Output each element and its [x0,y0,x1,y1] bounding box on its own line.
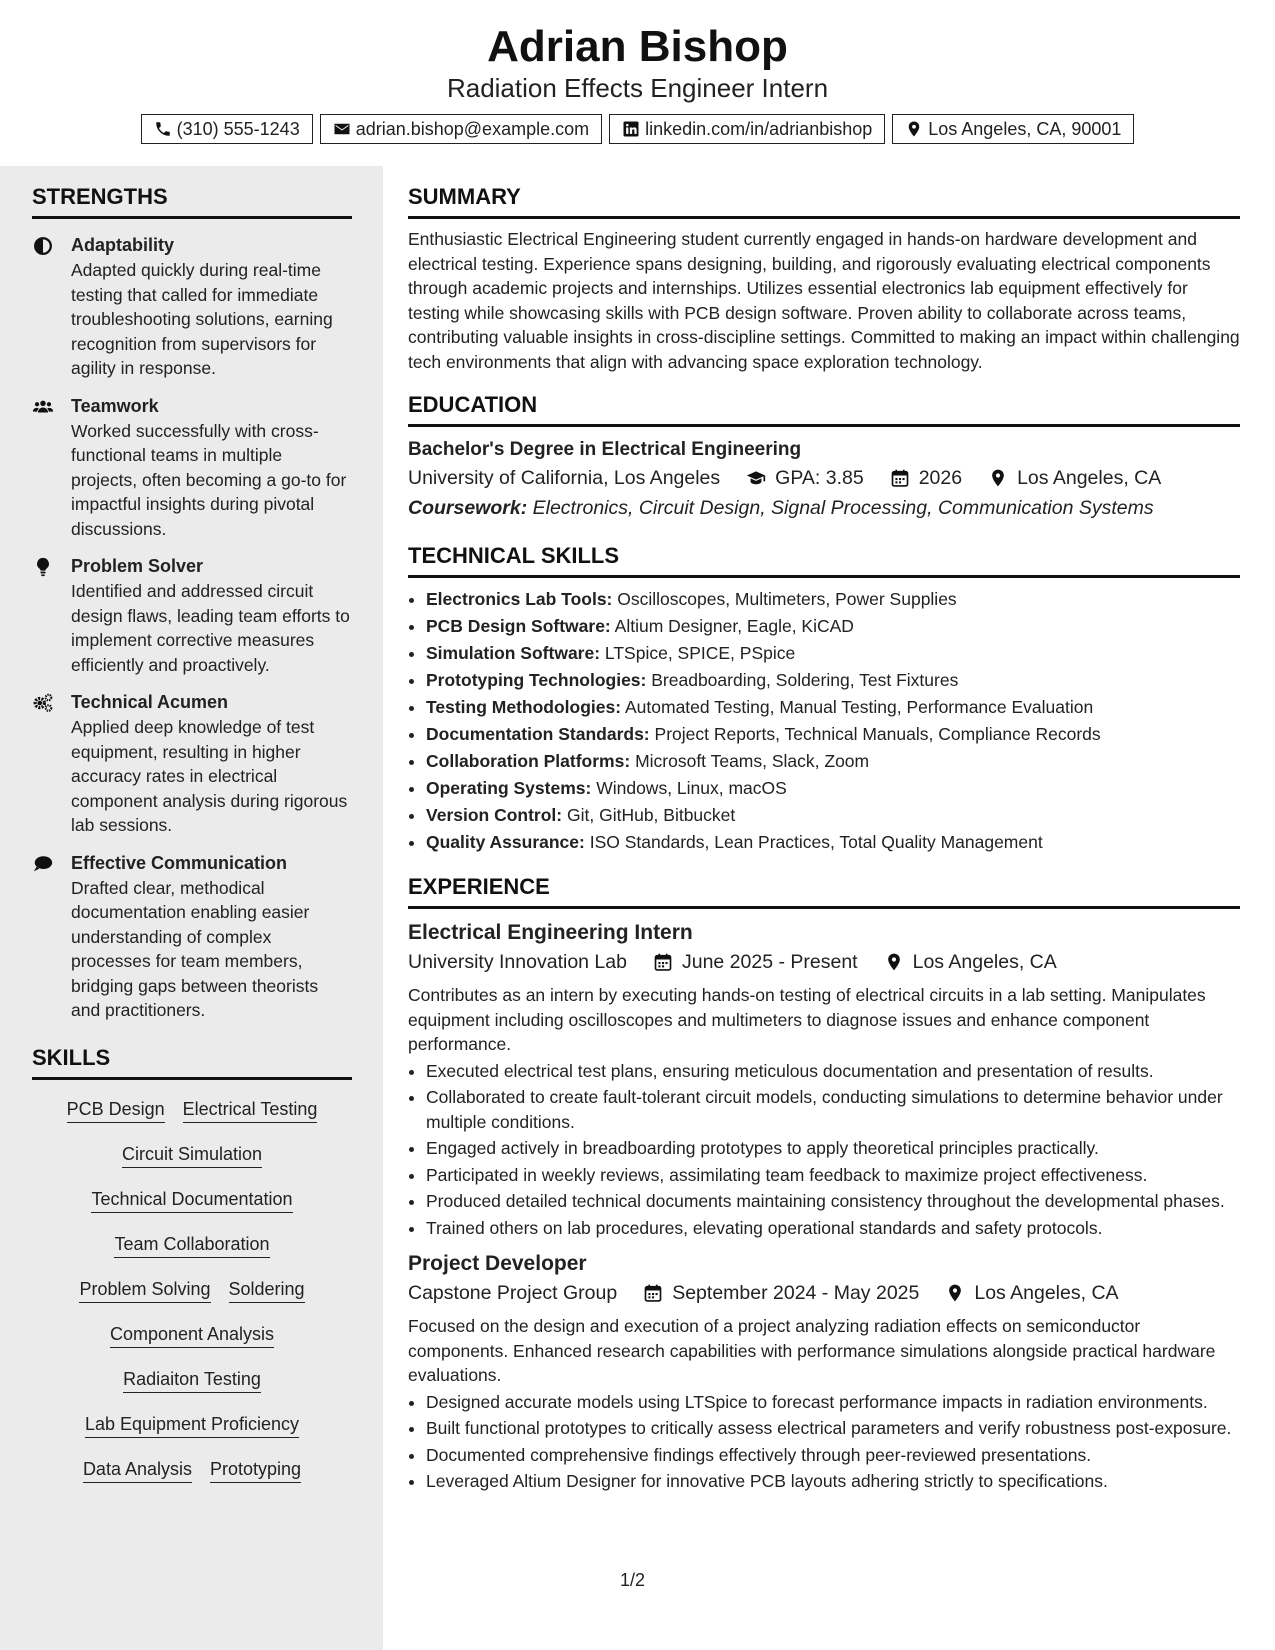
tech-skills-list [426,586,1240,856]
tech-skill-value: Automated Testing, Manual Testing, Performance Evaluation [625,697,1094,717]
contact-bar [0,114,1275,144]
tech-skill-value: Breadboarding, Soldering, Test Fixtures [651,670,959,690]
job-bullet: • Executed electrical test plans, ensuring meticulous documentation and presentation of results. [426,1059,1240,1084]
strength-title: Problem Solver [71,556,204,576]
tech-skill-item [426,667,1240,694]
job-desc: Focused on the design and execution of a project analyzing radiation effects on semiconductor components. Enhanced research capabilities with performance simulations alongside practical hardware evaluations. [408,1316,1216,1385]
strength-desc: Adapted quickly during real-time testing that called for immediate troubleshooting solutions, earning recognition from supervisors for agility in response. [71,260,333,378]
skill-chip: Data Analysis [83,1454,192,1483]
gears-icon [32,692,54,714]
tech-skill-label: Simulation Software: [426,643,601,663]
skills-list [32,1094,352,1499]
tech-skill-item [426,721,1240,748]
page-number: 1/2 [620,1570,646,1590]
contact-phone[interactable] [141,114,313,144]
tech-skill-item [426,613,1240,640]
skill-chip: Lab Equipment Proficiency [85,1409,299,1438]
job-bullet: • Documented comprehensive findings effectively through peer-reviewed presentations. [426,1443,1240,1468]
education-title: EDUCATION [408,392,1240,427]
tech-skill-value: Oscilloscopes, Multimeters, Power Supplies [617,589,957,609]
candidate-role: Radiation Effects Engineer Intern [446,73,829,103]
summary-title: SUMMARY [408,184,1240,219]
job-entry [408,1250,1240,1494]
skills-title: SKILLS [32,1045,352,1080]
tech-skill-value: Microsoft Teams, Slack, Zoom [635,751,870,771]
job-org: Capstone Project Group [408,1282,618,1304]
experience-title: EXPERIENCE [408,874,1240,909]
tech-skill-value: Windows, Linux, macOS [596,778,787,798]
job-bullet: • Produced detailed technical documents maintaining consistency throughout the developmental phases. [426,1189,1240,1214]
calendar-icon [643,1283,663,1303]
tech-skill-value: Git, GitHub, Bitbucket [567,805,736,825]
tech-skill-label: Version Control: [426,805,563,825]
job-org: University Innovation Lab [408,951,627,973]
tech-skill-label: Electronics Lab Tools: [426,589,613,609]
strength-item [32,850,352,1023]
map-pin-icon [905,120,923,138]
strength-item [32,232,352,381]
skill-chip: Technical Documentation [91,1184,292,1213]
lightbulb-icon [32,556,54,578]
job-title: Project Developer [408,1252,587,1275]
skill-chip: Circuit Simulation [122,1139,262,1168]
job-bullet: • Collaborated to create fault-tolerant circuit models, conducting simulations to determine behavior under multiple conditions. [426,1085,1240,1134]
tech-skill-item [426,640,1240,667]
tech-skill-label: Documentation Standards: [426,724,650,744]
contact-phone-text: (310) 555-1243 [176,118,300,139]
contact-linkedin-text: linkedin.com/in/adrianbishop [645,118,873,139]
skill-chip: Component Analysis [110,1319,274,1348]
job-location: Los Angeles, CA [912,951,1057,973]
tech-skill-value: Altium Designer, Eagle, KiCAD [614,616,854,636]
job-dates: June 2025 - Present [681,951,858,973]
tech-skill-item [426,694,1240,721]
skill-chip: Radiaiton Testing [123,1364,261,1393]
skill-chip: Team Collaboration [114,1229,269,1258]
job-desc: Contributes as an intern by executing hands-on testing of electrical circuits in a lab setting. Manipulates equipment including oscilloscopes and multimeters to diagnose issues and enhance component performance. [408,985,1206,1054]
strength-item [32,393,352,542]
strength-item [32,689,352,838]
summary-text: Enthusiastic Electrical Engineering student currently engaged in hands-on hardware development and electrical testing. Experience spans designing, building, and rigorously evaluating electrical components through academic projects and internships. Utilizes essential electronics lab equipment effectively for testing while showcasing skills with PCB design software. Proven ability to collaborate across teams, contributing valuable insights in cross-discipline settings. Committed to making an impact within challenging tech environments that align with advancing space exploration technology. [408,229,1240,372]
job-bullet: • Leveraged Altium Designer for innovative PCB layouts adhering strictly to specifications. [426,1469,1240,1494]
contact-email-text: adrian.bishop@example.com [355,118,590,139]
tech-skill-label: Collaboration Platforms: [426,751,631,771]
tech-skill-label: Prototyping Technologies: [426,670,647,690]
contact-email[interactable] [320,114,602,144]
users-icon [32,396,54,418]
job-bullet: • Built functional prototypes to critically assess electrical parameters and verify robustness post-exposure. [426,1416,1240,1441]
map-pin-icon [945,1283,965,1303]
map-pin-icon [988,468,1008,488]
tech-skill-label: Quality Assurance: [426,832,585,852]
tech-skill-item [426,802,1240,829]
job-location: Los Angeles, CA [974,1282,1119,1304]
tech-skill-label: Testing Methodologies: [426,697,622,717]
tech-skill-value: LTSpice, SPICE, PSpice [604,643,796,663]
job-bullets [426,1059,1240,1241]
edu-degree: Bachelor's Degree in Electrical Engineering [408,439,802,460]
graduation-cap-icon [746,468,766,488]
skill-chip: Problem Solving [79,1274,210,1303]
strength-desc: Worked successfully with cross-functional teams in multiple projects, often becoming a go-to for impactful insights during pivotal discussions. [71,420,347,539]
edu-school: University of California, Los Angeles [408,467,721,489]
strength-title: Teamwork [71,395,159,416]
calendar-icon [653,952,673,972]
skill-chip: Prototyping [210,1454,301,1483]
skill-chip: Electrical Testing [183,1094,318,1123]
strength-title: Technical Acumen [71,692,229,712]
strength-title: Adaptability [71,235,175,255]
resume-header [0,0,1275,165]
strength-title: Effective Communication [71,852,288,873]
edu-coursework [408,493,1240,523]
job-title: Electrical Engineering Intern [408,921,693,944]
job-entry [408,919,1240,1240]
strength-desc: Identified and addressed circuit design flaws, leading team efforts to implement corrective measures efficiently and proactively. [71,581,350,675]
main-content [408,166,1240,1496]
half-circle-icon [32,235,54,257]
candidate-name: Adrian Bishop [487,22,788,71]
envelope-icon [333,120,351,138]
coursework-label: Coursework: [408,497,528,519]
job-bullets [426,1390,1240,1494]
strength-item [32,553,352,677]
tech-skill-item [426,748,1240,775]
tech-skill-item [426,829,1240,856]
tech-skill-item [426,586,1240,613]
tech-skill-value: Project Reports, Technical Manuals, Compliance Records [654,724,1101,744]
edu-gpa: GPA: 3.85 [775,467,864,489]
job-dates: September 2024 - May 2025 [672,1282,920,1304]
strength-desc: Drafted clear, methodical documentation enabling easier understanding of complex processes for team members, bridging gaps between theorists and practitioners. [71,877,319,1020]
job-bullet: • Designed accurate models using LTSpice to forecast performance impacts in radiation environments. [426,1390,1240,1415]
skill-chip: PCB Design [67,1094,165,1123]
linkedin-icon [622,120,640,138]
tech-skill-label: Operating Systems: [426,778,592,798]
tech-skills-title: TECHNICAL SKILLS [408,543,1240,578]
contact-location [892,114,1134,144]
phone-icon [154,120,172,138]
job-bullet: • Trained others on lab procedures, elevating operational standards and safety protocols. [426,1216,1240,1241]
job-meta [408,947,1240,977]
job-meta [408,1278,1240,1308]
sidebar [0,166,383,1650]
speech-bubble-icon [32,853,54,875]
contact-location-text: Los Angeles, CA, 90001 [928,118,1122,139]
calendar-icon [890,468,910,488]
tech-skill-label: PCB Design Software: [426,616,611,636]
edu-year: 2026 [918,467,963,489]
job-bullet: • Engaged actively in breadboarding prototypes to apply theoretical principles practically. [426,1136,1240,1161]
edu-location: Los Angeles, CA [1017,467,1162,489]
map-pin-icon [884,952,904,972]
edu-meta [408,463,1240,493]
job-bullet: • Participated in weekly reviews, assimilating team feedback to maximize project effectiveness. [426,1163,1240,1188]
tech-skill-item [426,775,1240,802]
tech-skill-value: ISO Standards, Lean Practices, Total Quality Management [589,832,1043,852]
skill-chip: Soldering [229,1274,305,1303]
coursework-text: Electronics, Circuit Design, Signal Processing, Communication Systems [532,497,1154,519]
strength-desc: Applied deep knowledge of test equipment, resulting in higher accuracy rates in electrical component analysis during rigorous lab sessions. [71,717,348,835]
contact-linkedin[interactable] [609,114,885,144]
strengths-title: STRENGTHS [32,184,352,219]
